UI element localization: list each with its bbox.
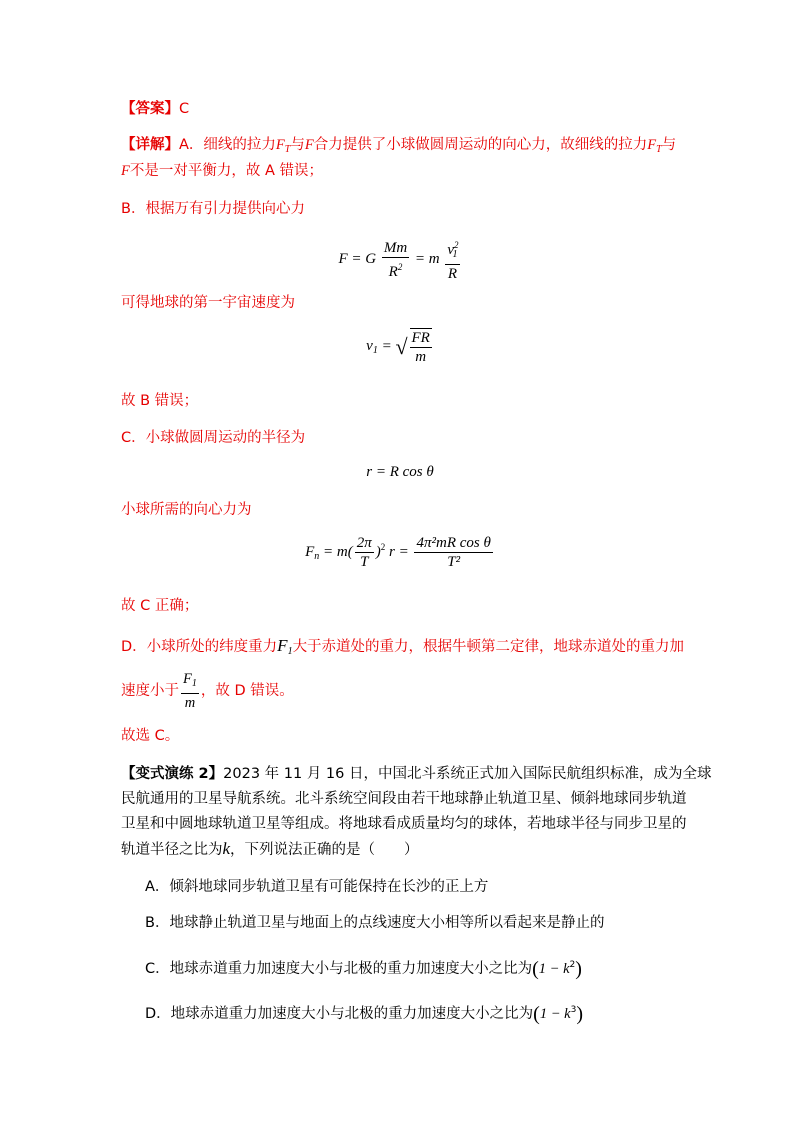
eq4-mid: = m( — [323, 543, 353, 560]
detail-c-line: C．小球做圆周运动的半径为 — [121, 430, 306, 446]
eq4-r: r = — [389, 543, 409, 560]
eq4-lhs: $F_n$ — [305, 543, 320, 562]
detail-a-text1: A．细线的拉力 — [179, 137, 276, 153]
ft-symbol: $F_T$ — [275, 137, 291, 155]
option-a[interactable]: A．倾斜地球同步轨道卫星有可能保持在长沙的正上方 — [145, 879, 489, 895]
detail-label: 【详解】 — [121, 137, 179, 153]
exercise-text1: 2023 年 11 月 16 日，中国北斗系统正式加入国际民航组织标准，成为全球 — [223, 766, 712, 782]
exercise-text4a: 轨道半径之比为 — [121, 842, 223, 858]
option-d-exp: 3 — [570, 1005, 577, 1015]
equation-centripetal: $F_n = m$( $\frac{2\pi}{T}$ )$^2$ r = $\frac{\text{4π²mR cos θ}}{\text{T²}}$ — [305, 535, 491, 570]
eq2-frac: $\frac{FR}{m}$ — [411, 330, 430, 365]
exercise-line1 — [121, 764, 712, 784]
detail-b-result-label: 可得地球的第一宇宙速度为 — [121, 295, 295, 311]
equation-velocity: $v_1$ = √ $\frac{FR}{m}$ — [366, 330, 430, 365]
eq4-frac2: $\frac{\text{4π²mR cos θ}}{\text{T²}}$ — [416, 535, 491, 570]
option-b[interactable]: B．地球静止轨道卫星与地面上的点线速度大小相等所以看起来是静止的 — [145, 915, 605, 931]
equation-radius: r = R cos θ — [366, 464, 434, 480]
detail-a-line2 — [121, 161, 323, 181]
exercise-line4 — [121, 839, 419, 860]
answer-value: C — [179, 101, 190, 117]
option-c-text: C．地球赤道重力加速度大小与北极的重力加速度大小之比为 — [145, 961, 533, 977]
option-c-exp: 2 — [569, 960, 576, 970]
detail-d-text2: 大于赤道处的重力，根据牛顿第二定律，地球赤道处的重力加 — [292, 639, 685, 655]
option-c-expr: 1 − k — [538, 961, 570, 977]
detail-d-line2 — [121, 670, 294, 712]
option-d-text: D．地球赤道重力加速度大小与北极的重力加速度大小之比为 — [145, 1006, 534, 1022]
detail-a-line1 — [121, 135, 676, 160]
option-d-expr: 1 − k — [539, 1006, 571, 1022]
detail-d-line1 — [121, 636, 684, 662]
equation-gravity — [0, 236, 800, 283]
answer-line — [121, 99, 189, 119]
d-frac: $\frac{F_1}{m}$ — [183, 671, 197, 711]
eq1-frac1: $\frac{Mm}{R^2}$ — [383, 239, 408, 280]
detail-a-text2: 与 — [290, 137, 305, 153]
exercise-line3: 卫星和中圆地球轨道卫星等组成。将地球看成质量均匀的球体，若地球半径与同步卫星的 — [121, 816, 687, 832]
detail-c-conclusion: 故 C 正确； — [121, 598, 199, 614]
eq1-lhs: F = G — [338, 250, 377, 267]
detail-d-text1: D．小球所处的纬度重力 — [121, 639, 278, 655]
eq1-mid: = m — [414, 250, 440, 267]
exercise-text4b: ，下列说法正确的是（ ） — [230, 842, 419, 858]
detail-c-force-label: 小球所需的向心力为 — [121, 502, 252, 518]
option-c[interactable]: C．地球赤道重力加速度大小与北极的重力加速度大小之比为$(1 - k^2)$ — [145, 958, 582, 980]
k-symbol: k — [222, 839, 231, 858]
option-d[interactable]: D．地球赤道重力加速度大小与北极的重力加速度大小之比为$(1 - k^3)$ — [145, 1003, 583, 1025]
exercise-line2: 民航通用的卫星导航系统。北斗系统空间段由若干地球静止轨道卫星、倾斜地球同步轨道 — [121, 791, 687, 807]
detail-d-text4: ，故 D 错误。 — [200, 683, 294, 699]
detail-a-text5: 不是一对平衡力，故 A 错误； — [129, 163, 323, 179]
answer-label: 【答案】 — [121, 101, 179, 117]
detail-b-line: B．根据万有引力提供向心力 — [121, 201, 305, 217]
detail-a-text3: 合力提供了小球做圆周运动的向心力，故细线的拉力 — [313, 137, 648, 153]
f-symbol: F — [304, 137, 314, 153]
eq4-after: ) — [375, 543, 381, 560]
exercise-label: 【变式演练 2】 — [121, 766, 224, 782]
eq4-frac1: $\frac{2\pi}{T}$ — [356, 535, 372, 570]
detail-final: 故选 C。 — [121, 728, 180, 744]
ft-symbol-2: $F_T$ — [647, 137, 662, 155]
eq2-lhs: $v_1$ — [366, 338, 378, 357]
eq1-frac2: $\frac{v^2_1}{R}$ — [445, 236, 459, 283]
detail-a-text4: 与 — [661, 137, 677, 153]
detail-b-conclusion: 故 B 错误； — [121, 393, 199, 409]
f1-symbol: $F_1$ — [277, 636, 293, 657]
detail-d-text3: 速度小于 — [121, 683, 179, 699]
f-symbol-2: F — [121, 163, 130, 179]
